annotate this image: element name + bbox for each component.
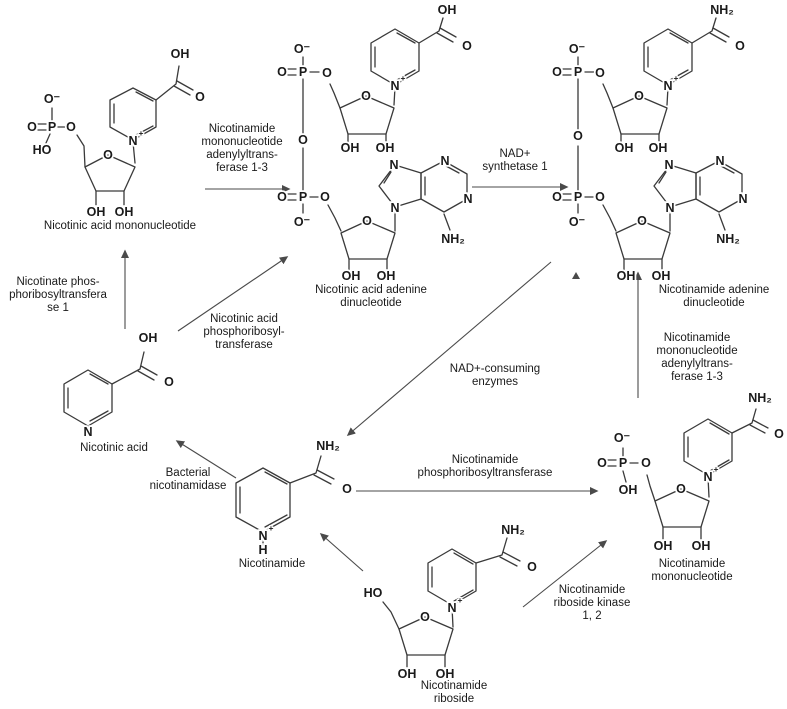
enzyme-label-nicotinamide-phosphoribosyltransferase: Nicotinamide: [451, 454, 519, 466]
atom-label-nicotinic-acid-mononucleotide: O: [27, 120, 37, 134]
stray-arrowhead: [572, 272, 580, 279]
atom-label-nicotinamide-riboside: OH: [397, 667, 417, 681]
atom-label-nicotinamide-mononucleotide: O: [597, 456, 607, 470]
molecule-name-nicotinamide-riboside: Nicotinamide: [420, 680, 488, 692]
atom-label-nicotinamide-riboside: OH: [435, 667, 455, 681]
atom-label-nicotinamide-adenine-dinucleotide: +: [673, 73, 679, 83]
atom-label-nicotinamide-riboside: N: [447, 601, 457, 615]
atom-label-nicotinic-acid: OH: [138, 331, 158, 345]
atom-label-nicotinic-acid-mononucleotide: OH: [114, 205, 134, 219]
atom-label-nicotinamide-adenine-dinucleotide: P: [573, 190, 583, 204]
enzyme-label-nicotinate-phosphoribosyltransferase-1: phoribosyltransfera: [9, 289, 107, 301]
molecule-name-nicotinic-acid: Nicotinic acid: [80, 442, 148, 454]
structure-nicotinamide: [236, 456, 334, 545]
enzyme-label-nad-synthetase-1: NAD+: [499, 148, 531, 160]
atom-label-nicotinic-acid-adenine-dinucleotide: N: [389, 158, 399, 172]
atom-label-nicotinamide-adenine-dinucleotide: N: [738, 192, 748, 206]
enzyme-label-nad-consuming-enzymes: NAD+-consuming: [449, 363, 541, 375]
arrow-riboside-to-nicotinamide: [321, 534, 363, 571]
atom-label-nicotinamide-adenine-dinucleotide: OH: [614, 141, 634, 155]
atom-label-nicotinamide-adenine-dinucleotide: N: [663, 79, 673, 93]
atom-label-nicotinic-acid-mononucleotide: OH: [86, 205, 106, 219]
atom-label-nicotinamide: +: [268, 523, 274, 533]
atom-label-nicotinic-acid-adenine-dinucleotide: OH: [340, 141, 360, 155]
enzyme-label-nmn-adenylyltransferase-left: Nicotinamide: [208, 123, 276, 135]
atom-label-nicotinic-acid-mononucleotide: OH: [170, 47, 190, 61]
atom-label-nicotinic-acid-adenine-dinucleotide: O: [320, 190, 330, 204]
atom-label-nicotinamide-mononucleotide: NH₂: [748, 391, 772, 405]
enzyme-label-bacterial-nicotinamidase: Bacterial: [165, 467, 211, 479]
atom-label-nicotinic-acid-adenine-dinucleotide: O⁻: [293, 215, 311, 229]
enzyme-label-nicotinic-acid-phosphoribosyltransferase: phosphoribosyl-: [203, 326, 285, 338]
molecule-name-nicotinamide-mononucleotide: Nicotinamide: [658, 558, 726, 570]
molecule-name-nicotinamide-adenine-dinucleotide: Nicotinamide adenine: [658, 284, 770, 296]
molecule-name-nicotinic-acid-adenine-dinucleotide: Nicotinic acid adenine: [315, 284, 427, 296]
atom-label-nicotinamide-riboside: O: [527, 560, 537, 574]
structure-nicotinic-acid-mononucleotide: [38, 66, 193, 205]
atom-label-nicotinamide-adenine-dinucleotide: P: [573, 65, 583, 79]
atom-label-nicotinamide-mononucleotide: O⁻: [613, 431, 631, 445]
atom-label-nicotinamide-mononucleotide: P: [618, 456, 628, 470]
atom-label-nicotinic-acid-adenine-dinucleotide: P: [298, 65, 308, 79]
atom-label-nicotinamide-mononucleotide: O: [641, 456, 651, 470]
molecule-name-nicotinamide-adenine-dinucleotide: dinucleotide: [683, 297, 745, 309]
atom-label-nicotinamide-adenine-dinucleotide: N: [715, 154, 725, 168]
atom-label-nicotinamide-adenine-dinucleotide: O: [573, 129, 583, 143]
atom-label-nicotinic-acid-adenine-dinucleotide: N: [390, 79, 400, 93]
enzyme-label-nmn-adenylyltransferase-left: adenylyltrans-: [206, 149, 278, 161]
structure-nicotinamide-mononucleotide: [608, 409, 768, 539]
atom-label-nicotinic-acid-mononucleotide: N: [128, 134, 138, 148]
atom-label-nicotinamide: O: [342, 482, 352, 496]
atom-label-nicotinic-acid-mononucleotide: HO: [32, 143, 52, 157]
enzyme-label-nmn-adenylyltransferase-left: ferase 1-3: [216, 162, 268, 174]
enzyme-label-nmn-adenylyltransferase-right: adenylyltrans-: [661, 358, 733, 370]
enzyme-label-nicotinate-phosphoribosyltransferase-1: se 1: [47, 302, 69, 314]
atom-label-nicotinamide-adenine-dinucleotide: O: [552, 65, 562, 79]
atom-label-nicotinic-acid-adenine-dinucleotide: +: [400, 73, 406, 83]
enzyme-label-nmn-adenylyltransferase-right: Nicotinamide: [663, 332, 731, 344]
atom-label-nicotinamide-riboside: HO: [363, 586, 383, 600]
molecule-name-nicotinic-acid-adenine-dinucleotide: dinucleotide: [340, 297, 402, 309]
molecule-name-nicotinamide-riboside: riboside: [433, 693, 475, 705]
enzyme-label-nicotinamide-phosphoribosyltransferase: phosphoribosyltransferase: [417, 467, 553, 479]
atom-label-nicotinic-acid-adenine-dinucleotide: OH: [375, 141, 395, 155]
atom-label-nicotinamide-adenine-dinucleotide: O⁻: [568, 42, 586, 56]
molecule-name-nicotinamide-mononucleotide: mononucleotide: [651, 571, 733, 583]
atom-label-nicotinamide-mononucleotide: +: [713, 464, 719, 474]
atom-label-nicotinic-acid-adenine-dinucleotide: O⁻: [293, 42, 311, 56]
atom-label-nicotinic-acid-mononucleotide: +: [138, 128, 144, 138]
enzyme-label-nicotinate-phosphoribosyltransferase-1: Nicotinate phos-: [16, 276, 100, 288]
atom-label-nicotinic-acid-mononucleotide: P: [47, 120, 57, 134]
atom-label-nicotinamide-riboside: O: [420, 610, 430, 624]
atom-label-nicotinic-acid-mononucleotide: O: [103, 148, 113, 162]
atom-label-nicotinic-acid-mononucleotide: O⁻: [43, 92, 61, 106]
enzyme-label-nad-synthetase-1: synthetase 1: [482, 161, 548, 173]
atom-label-nicotinic-acid-adenine-dinucleotide: O: [322, 66, 332, 80]
enzyme-label-nicotinic-acid-phosphoribosyltransferase: Nicotinic acid: [210, 313, 278, 325]
atom-label-nicotinamide-adenine-dinucleotide: O: [595, 190, 605, 204]
atom-label-nicotinamide-adenine-dinucleotide: N: [664, 158, 674, 172]
atom-label-nicotinamide-mononucleotide: OH: [618, 483, 638, 497]
enzyme-label-nicotinamide-riboside-kinase: 1, 2: [582, 610, 602, 622]
atom-label-nicotinamide-adenine-dinucleotide: O: [735, 39, 745, 53]
atom-label-nicotinamide-adenine-dinucleotide: NH₂: [716, 232, 740, 246]
atom-label-nicotinamide-mononucleotide: OH: [691, 539, 711, 553]
molecule-name-nicotinamide: Nicotinamide: [238, 558, 306, 570]
atom-label-nicotinic-acid-adenine-dinucleotide: O: [361, 89, 371, 103]
reaction-arrows: [125, 187, 638, 607]
atom-label-nicotinic-acid-adenine-dinucleotide: N: [390, 201, 400, 215]
atom-label-nicotinamide-adenine-dinucleotide: O: [634, 89, 644, 103]
atom-label-nicotinic-acid-adenine-dinucleotide: OH: [376, 269, 396, 283]
atom-label-nicotinamide-adenine-dinucleotide: O: [637, 214, 647, 228]
atom-label-nicotinamide-mononucleotide: O: [676, 482, 686, 496]
atom-label-nicotinamide-mononucleotide: O: [774, 427, 784, 441]
atom-label-nicotinamide-riboside: +: [457, 595, 463, 605]
atom-label-nicotinic-acid-adenine-dinucleotide: O: [277, 190, 287, 204]
enzyme-label-nmn-adenylyltransferase-right: mononucleotide: [656, 345, 738, 357]
enzyme-label-nmn-adenylyltransferase-right: ferase 1-3: [671, 371, 723, 383]
enzyme-label-nicotinamide-riboside-kinase: riboside kinase: [553, 597, 631, 609]
atom-label-nicotinic-acid-adenine-dinucleotide: P: [298, 190, 308, 204]
atom-label-nicotinamide-adenine-dinucleotide: NH₂: [710, 3, 734, 17]
atom-label-nicotinic-acid-adenine-dinucleotide: O: [277, 65, 287, 79]
atom-label-nicotinamide-adenine-dinucleotide: OH: [616, 269, 636, 283]
atom-label-nicotinic-acid-mononucleotide: O: [66, 120, 76, 134]
enzyme-label-nad-consuming-enzymes: enzymes: [471, 376, 519, 388]
atom-label-nicotinic-acid-adenine-dinucleotide: O: [362, 214, 372, 228]
molecule-name-nicotinic-acid-mononucleotide: Nicotinic acid mononucleotide: [43, 220, 197, 232]
atom-label-nicotinic-acid-adenine-dinucleotide: O: [298, 133, 308, 147]
atom-label-nicotinic-acid-mononucleotide: O: [195, 90, 205, 104]
atom-label-nicotinamide-adenine-dinucleotide: O⁻: [568, 215, 586, 229]
atom-label-nicotinic-acid-adenine-dinucleotide: NH₂: [441, 232, 465, 246]
atom-label-nicotinamide-mononucleotide: OH: [653, 539, 673, 553]
structure-nicotinic-acid: [64, 352, 157, 426]
atom-label-nicotinamide-riboside: NH₂: [501, 523, 525, 537]
enzyme-label-nmn-adenylyltransferase-left: mononucleotide: [201, 136, 283, 148]
enzyme-label-bacterial-nicotinamidase: nicotinamidase: [149, 480, 227, 492]
enzyme-label-nicotinic-acid-phosphoribosyltransferase: transferase: [215, 339, 273, 351]
atom-label-nicotinic-acid-adenine-dinucleotide: N: [463, 192, 473, 206]
atom-label-nicotinic-acid: N: [83, 425, 93, 439]
atom-label-nicotinamide: H: [258, 543, 268, 557]
atom-label-nicotinamide: N: [258, 529, 268, 543]
atom-label-nicotinamide-mononucleotide: N: [703, 470, 713, 484]
atom-label-nicotinamide: NH₂: [316, 439, 340, 453]
atom-label-nicotinamide-adenine-dinucleotide: OH: [648, 141, 668, 155]
enzyme-label-nicotinamide-riboside-kinase: Nicotinamide: [558, 584, 626, 596]
atom-label-nicotinic-acid: O: [164, 375, 174, 389]
atom-label-nicotinic-acid-adenine-dinucleotide: O: [462, 39, 472, 53]
atom-label-nicotinic-acid-adenine-dinucleotide: OH: [437, 3, 457, 17]
atom-label-nicotinamide-adenine-dinucleotide: O: [552, 190, 562, 204]
atom-label-nicotinic-acid-adenine-dinucleotide: OH: [341, 269, 361, 283]
atom-label-nicotinamide-adenine-dinucleotide: O: [595, 66, 605, 80]
atom-label-nicotinic-acid-adenine-dinucleotide: N: [440, 154, 450, 168]
atom-label-nicotinamide-adenine-dinucleotide: N: [665, 201, 675, 215]
atom-label-nicotinamide-adenine-dinucleotide: OH: [651, 269, 671, 283]
